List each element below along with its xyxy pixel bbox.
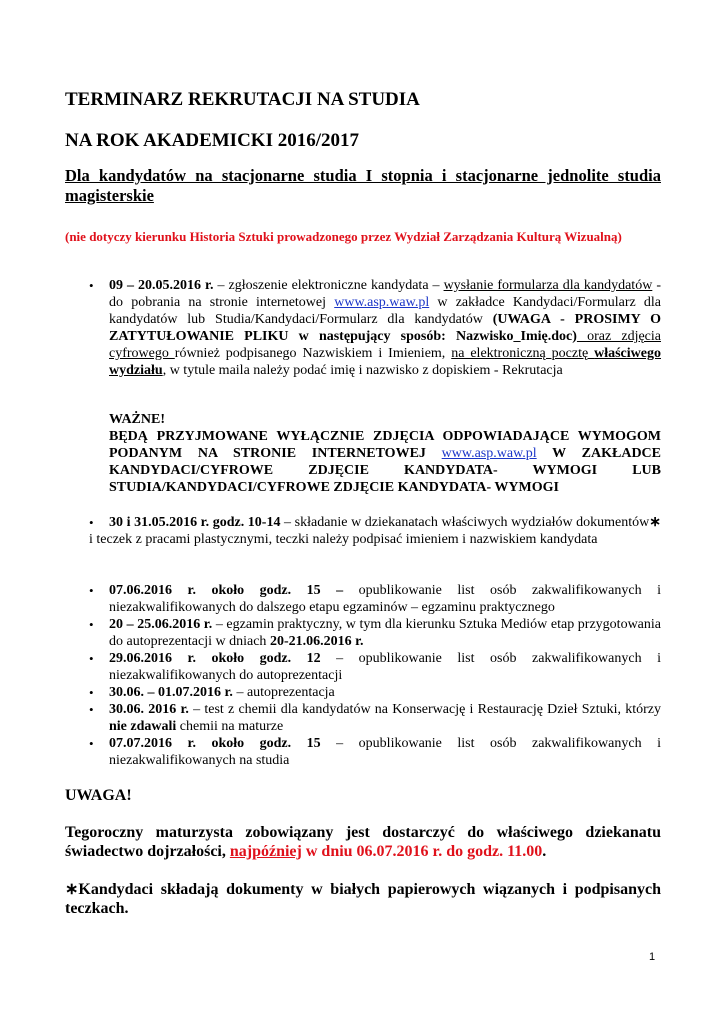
- asterisk-icon: ∗: [65, 881, 79, 898]
- deadline-date: w dniu 06.07.2016 r. do godz. 11.00: [301, 843, 543, 860]
- bullet-icon: •: [89, 736, 94, 751]
- list-item-schedule: 07.07.2016 r. około godz. 15 – opublikowanie list osób zakwalifikowanych i niezakwalifikowanych na studia: [109, 736, 661, 768]
- list-item-schedule: 29.06.2016 r. około godz. 12 – opublikowanie list osób zakwalifikowanych i niezakwalifikowanych do autoprezentacji: [109, 651, 661, 683]
- list-item-schedule: 30.06. 2016 r. – test z chemii dla kandydatów na Konserwację i Restaurację Dzieł Sztuki, którzy nie zdawali chemii na maturze: [109, 702, 661, 734]
- form-link-text: wysłanie formularza dla kandydatów: [443, 278, 653, 293]
- list-item-schedule: 30.06. – 01.07.2016 r. – autoprezentacja: [109, 685, 335, 700]
- list-item-schedule: 07.06.2016 r. około godz. 15 – opublikowanie list osób zakwalifikowanych i niezakwalifikowanych do dalszego etapu egzaminów – egzaminu praktycznego: [109, 583, 661, 615]
- list-item-documents-submission: 30 i 31.05.2016 r. godz. 10-14 – składanie w dziekanatach właściwych wydziałów dokumentów∗ i teczek z pracami plastycznymi, teczki należy podpisać imieniem i nazwiskiem kandydata: [89, 515, 661, 547]
- folder-requirements-notice: ∗Kandydaci składają dokumenty w białych papierowych wiązanych i podpisanych teczkach.: [65, 881, 661, 917]
- faculty-email-emphasis: właściwego wydziału: [109, 346, 661, 378]
- attention-heading: UWAGA!: [65, 787, 132, 804]
- website-link[interactable]: www.asp.waw.pl: [441, 446, 537, 461]
- important-heading: WAŻNE!: [109, 412, 166, 427]
- asterisk-icon: ∗: [649, 515, 661, 530]
- bullet-icon: •: [89, 583, 94, 598]
- page-number: 1: [649, 951, 656, 963]
- document-title: TERMINARZ REKRUTACJI NA STUDIA: [65, 89, 420, 110]
- item-date: 20 – 25.06.2016 r.: [109, 617, 213, 632]
- item-date: 29.06.2016 r. około godz. 12: [109, 651, 321, 666]
- bullet-icon: •: [89, 278, 94, 293]
- maturity-certificate-notice: Tegoroczny maturzysta zobowiązany jest dostarczyć do właściwego dziekanatu świadectwo dojrzałości, najpóźniej w dniu 06.07.2016 r. do godz. 11.00.: [65, 824, 661, 860]
- candidate-group-heading: Dla kandydatów na stacjonarne studia I stopnia i stacjonarne jednolite studia magisterskie: [65, 166, 661, 205]
- bullet-icon: •: [89, 515, 94, 530]
- list-item-application: 09 – 20.05.2016 r. – zgłoszenie elektroniczne kandydata – wysłanie formularza dla kandydatów - do pobrania na stronie internetowej www.asp.waw.pl w zakładce Kandydaci/Formularz dla kandydatów lub Studia/Kandydaci/Formularz dla kandydatów (UWAGA - PROSIMY O ZATYTUŁOWANIE PLIKU w następujący sposób: Nazwisko_Imię.doc) oraz zdjęcia cyfrowego również podpisanego Nazwiskiem i Imieniem, na elektroniczną pocztę właściwego wydziału, w tytule maila należy podać imię i nazwisko z dopiskiem - Rekrutacja: [109, 278, 661, 378]
- deadline-emphasis: najpóźniej: [229, 843, 302, 860]
- item-date: 07.07.2016 r. około godz. 15: [109, 736, 321, 751]
- item-date: 30 i 31.05.2016 r. godz. 10-14: [109, 515, 281, 530]
- bullet-icon: •: [89, 685, 94, 700]
- bullet-icon: •: [89, 651, 94, 666]
- bullet-icon: •: [89, 702, 94, 717]
- exclusion-note: (nie dotyczy kierunku Historia Sztuki prowadzonego przez Wydział Zarządzania Kulturą Wizualną): [65, 229, 622, 244]
- item-date: 30.06. 2016 r.: [109, 702, 189, 717]
- academic-year-title: NA ROK AKADEMICKI 2016/2017: [65, 130, 359, 151]
- photo-requirements-notice: BĘDĄ PRZYJMOWANE WYŁĄCZNIE ZDJĘCIA ODPOWIADAJĄCE WYMOGOM PODANYM NA STRONIE INTERNETOWEJ www.asp.waw.pl W ZAKŁADCE KANDYDACI/CYFROWE ZDJĘCIE KANDYDATA- WYMOGI LUB STUDIA/KANDYDACI/CYFROWE ZDJĘCIE KANDYDATA- WYMOGI: [109, 429, 662, 495]
- bullet-icon: •: [89, 617, 94, 632]
- website-link[interactable]: www.asp.waw.pl: [334, 295, 430, 310]
- file-naming-notice: (UWAGA - PROSIMY O ZATYTUŁOWANIE PLIKU w następujący sposób: Nazwisko_Imię.doc): [109, 312, 661, 344]
- item-date: 30.06. – 01.07.2016 r.: [109, 685, 233, 700]
- item-date: 09 – 20.05.2016 r.: [109, 278, 214, 293]
- list-item-schedule: 20 – 25.06.2016 r. – egzamin praktyczny, w tym dla kierunku Sztuka Mediów etap przygotowania do autoprezentacji w dniach 20-21.06.2016 r.: [109, 617, 661, 649]
- item-date: 07.06.2016 r. około godz. 15 –: [109, 583, 344, 598]
